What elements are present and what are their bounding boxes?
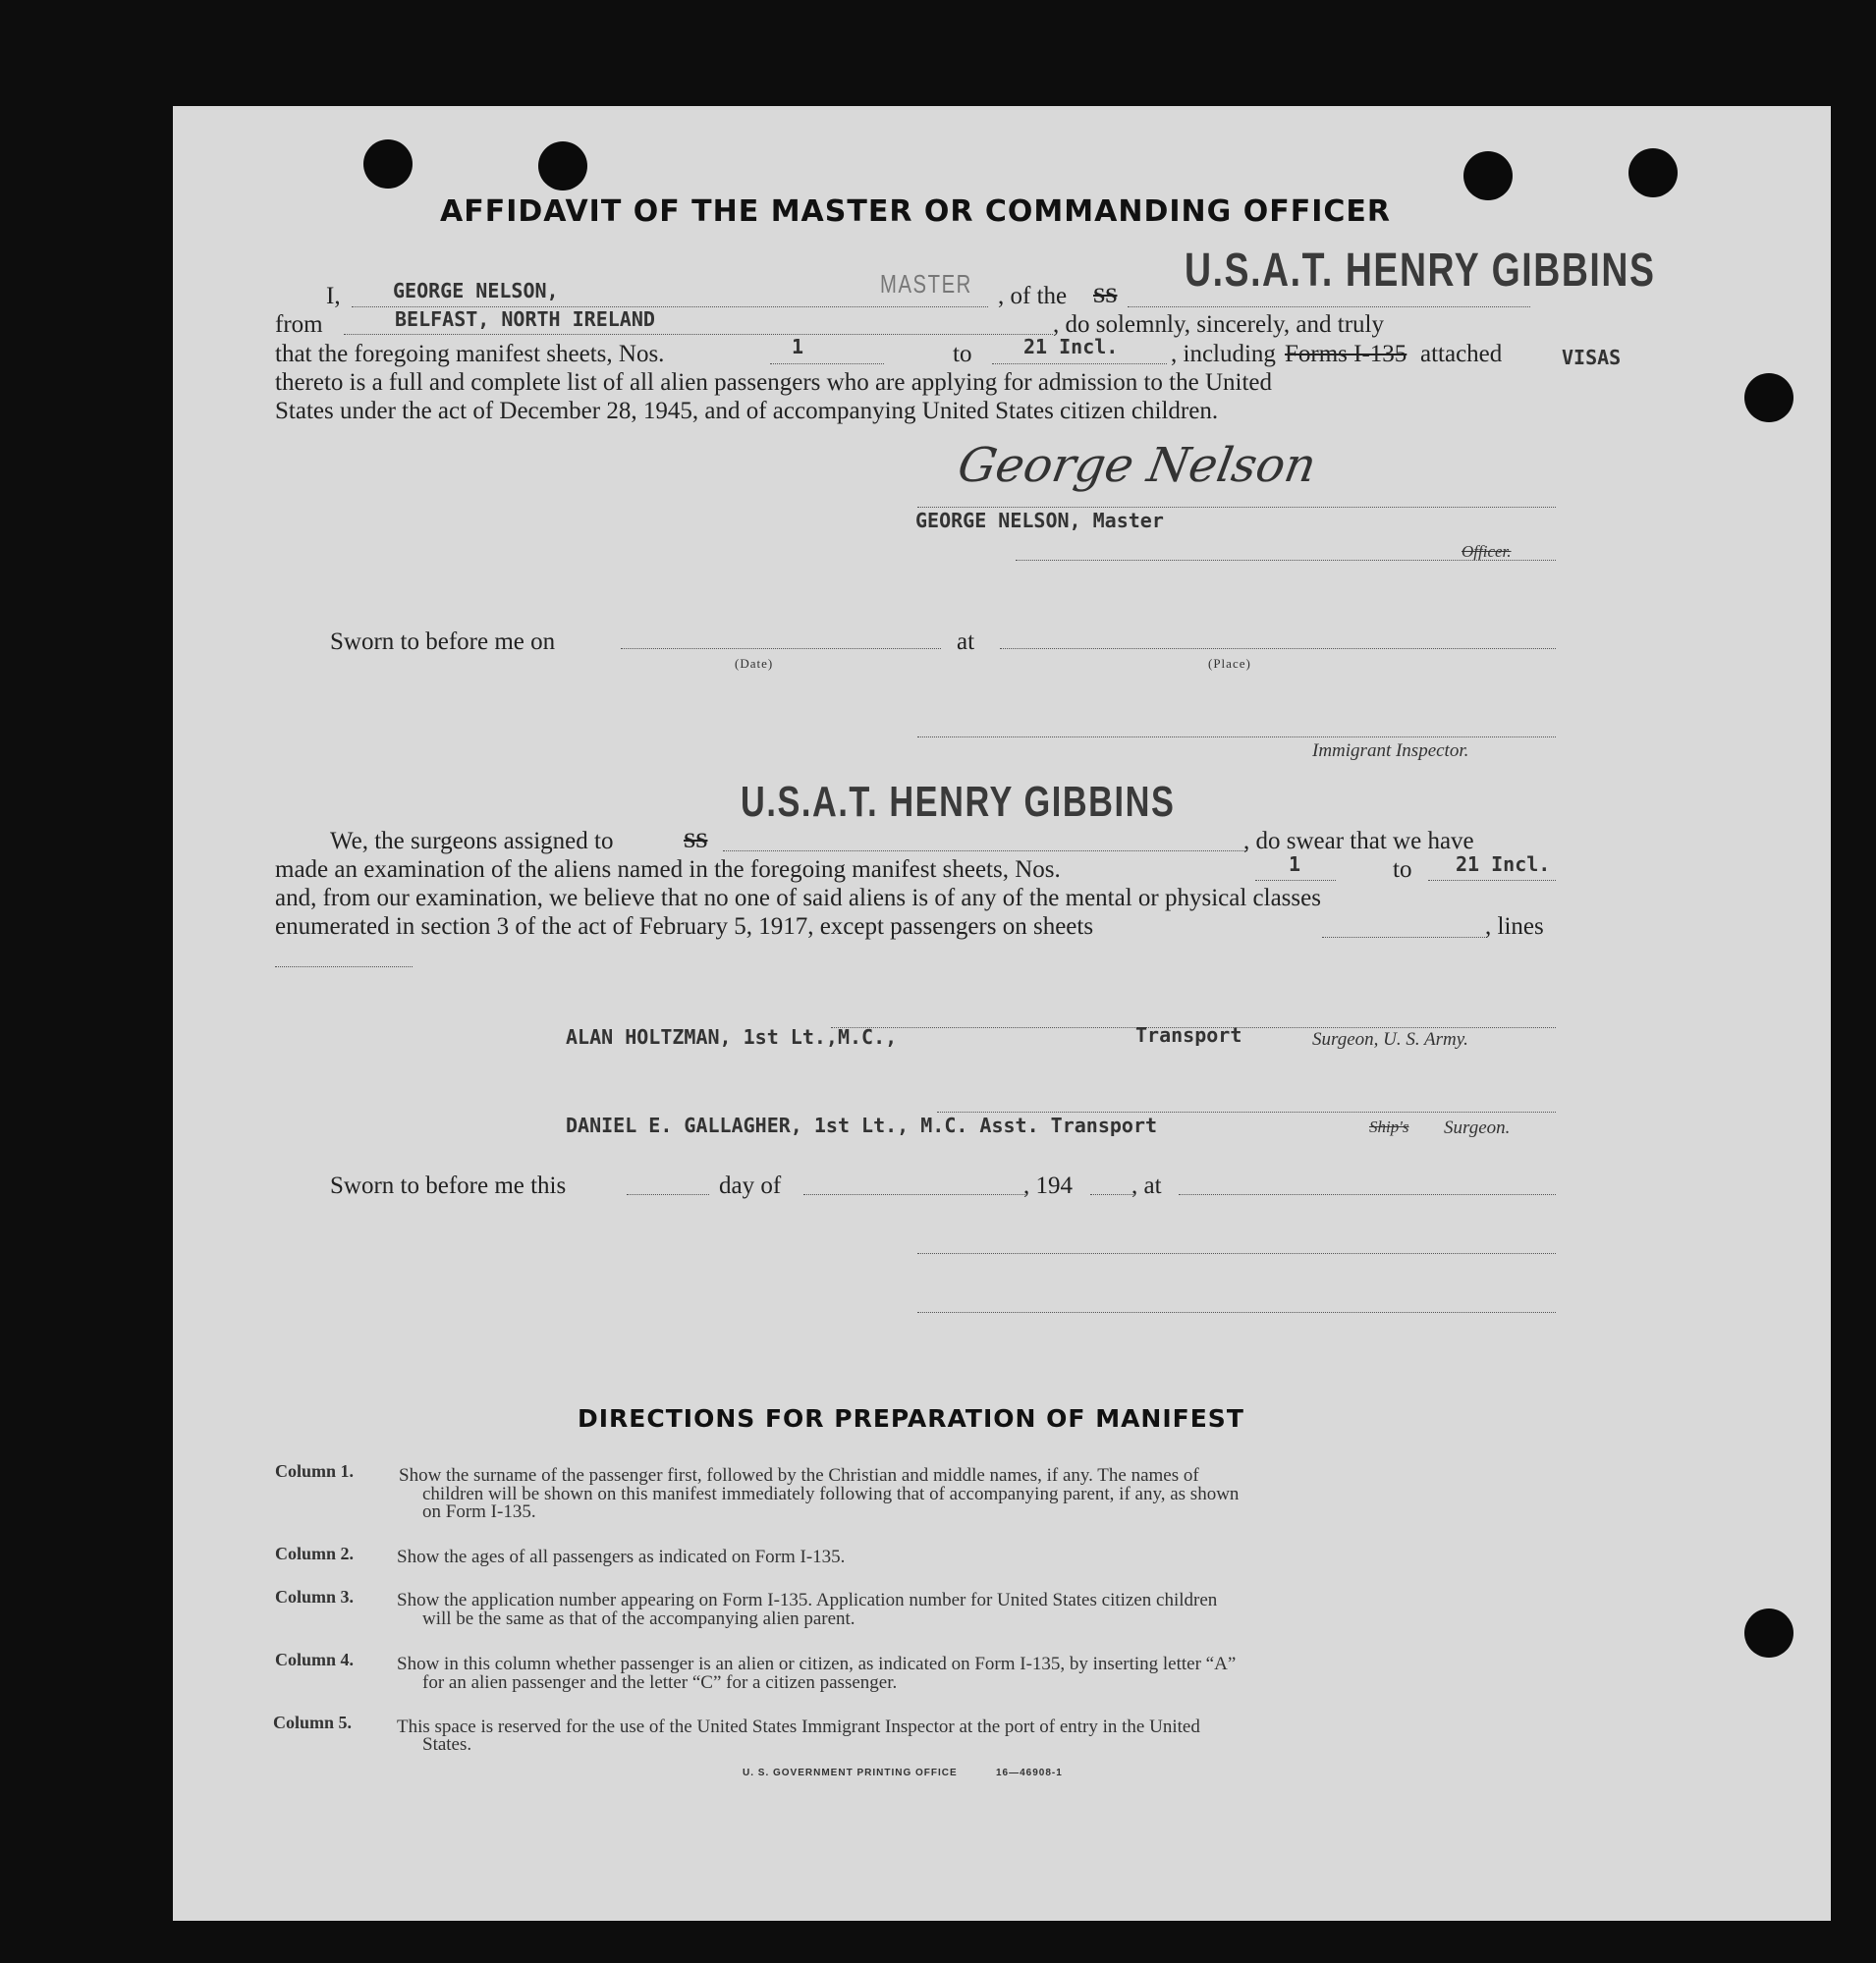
affidavit-page [173, 106, 1831, 1921]
month-field-line [803, 1194, 1025, 1195]
surgeon2-title: Surgeon. [1444, 1118, 1511, 1138]
foregoing-text: that the foregoing manifest sheets, Nos. [275, 341, 665, 367]
signature-line [917, 1312, 1556, 1313]
place-field-line [1000, 648, 1556, 649]
i-label: I, [326, 283, 341, 309]
direction-text: Show the ages of all passengers as indicated on Form I-135. [397, 1547, 846, 1567]
direction-text: Show the surname of the passenger first, followed by the Christian and middle names, if any. The names of [399, 1465, 1199, 1486]
signed-name: GEORGE NELSON, Master [915, 509, 1164, 532]
surgeons-sheet-from: 1 [1289, 852, 1301, 876]
column-label: Column 5. [273, 1713, 353, 1732]
struck-ss-2: SS [684, 828, 708, 852]
from-place: BELFAST, NORTH IRELAND [395, 307, 655, 331]
from-label: from [275, 311, 323, 338]
punch-hole [1628, 148, 1678, 197]
place-field-line [1179, 1194, 1556, 1195]
surgeons-line: and, from our examination, we believe that no one of said aliens is of any of the mental or physical classes [275, 885, 1321, 911]
fill-line [723, 850, 1247, 851]
form-code: 16—46908-1 [996, 1768, 1063, 1778]
printer-imprint: U. S. GOVERNMENT PRINTING OFFICE [743, 1768, 958, 1778]
day-field-line [627, 1194, 709, 1195]
column-label: Column 2. [275, 1544, 355, 1563]
punch-hole [1744, 373, 1793, 422]
sheet-to: 21 Incl. [1023, 335, 1119, 358]
attached-label: attached [1420, 341, 1503, 367]
of-the-label: , of the [998, 283, 1068, 309]
place-caption: (Place) [1208, 656, 1251, 671]
fill-line [992, 363, 1167, 364]
ship-stamp-2: U.S.A.T. HENRY GIBBINS [741, 778, 1176, 826]
affidavit-line: States under the act of December 28, 1945, and of accompanying United States citizen children. [275, 398, 1219, 424]
punch-hole [538, 141, 587, 191]
direction-text: States. [422, 1734, 472, 1755]
sheets-field-line [1322, 937, 1487, 938]
direction-text: Show the application number appearing on Form I-135. Application number for United States citizen children [397, 1590, 1218, 1610]
column-label: Column 3. [275, 1587, 355, 1607]
to-label-2: to [1393, 856, 1412, 883]
lines-label: , lines [1485, 913, 1544, 940]
direction-text: on Form I-135. [422, 1501, 536, 1522]
surgeons-line: made an examination of the aliens named in the foregoing manifest sheets, Nos. [275, 856, 1061, 883]
surgeon1-name: ALAN HOLTZMAN, 1st Lt.,M.C., [566, 1025, 898, 1049]
punch-hole [1463, 151, 1513, 200]
punch-hole [1744, 1609, 1793, 1658]
do-solemnly: , do solemnly, sincerely, and truly [1053, 311, 1384, 338]
surgeons-sheet-to: 21 Incl. [1456, 852, 1551, 876]
date-field-line [621, 648, 941, 649]
fill-line [1428, 880, 1556, 881]
rank-stamp: MASTER [880, 269, 972, 299]
fill-line [1255, 880, 1336, 881]
to-label: to [953, 341, 972, 367]
direction-text: Show in this column whether passenger is an alien or citizen, as indicated on Form I-135, by inserting letter “A” [397, 1654, 1237, 1674]
sworn-text: Sworn to before me on [330, 628, 556, 655]
inspector-line [917, 736, 1556, 737]
sheet-from: 1 [792, 335, 804, 358]
column-label: Column 4. [275, 1650, 355, 1669]
direction-text: children will be shown on this manifest immediately following that of accompanying parent, if any, as shown [422, 1484, 1240, 1504]
sworn2-text: Sworn to before me this [330, 1172, 567, 1199]
ship-stamp: U.S.A.T. HENRY GIBBINS [1185, 245, 1656, 297]
at-label-2: , at [1131, 1172, 1162, 1199]
inspector-caption: Immigrant Inspector. [1312, 740, 1469, 761]
including-label: , including [1171, 341, 1276, 367]
signature-line [917, 507, 1556, 508]
do-swear: , do swear that we have [1243, 828, 1474, 854]
master-signature: George Nelson [954, 438, 1321, 493]
surgeon2-name: DANIEL E. GALLAGHER, 1st Lt., M.C. Asst. Transport [566, 1114, 1158, 1137]
affidavit-line: thereto is a full and complete list of all alien passengers who are applying for admission to the United [275, 369, 1273, 396]
surgeon1-title: Surgeon, U. S. Army. [1312, 1029, 1468, 1050]
day-of-label: day of [719, 1172, 782, 1199]
direction-text: for an alien passenger and the letter “C” for a citizen passenger. [422, 1672, 898, 1693]
lines-field-line [275, 966, 413, 967]
surgeons-line: enumerated in section 3 of the act of February 5, 1917, except passengers on sheets [275, 913, 1094, 940]
surgeon-signature-line [937, 1112, 1556, 1113]
direction-text: will be the same as that of the accompanying alien parent. [422, 1609, 855, 1629]
direction-text: This space is reserved for the use of the United States Immigrant Inspector at the port of entry in the United [397, 1717, 1200, 1737]
fill-line [770, 363, 884, 364]
surgeon2-struck: Ship's [1369, 1118, 1409, 1136]
surgeons-intro: We, the surgeons assigned to [330, 828, 614, 854]
struck-ss: SS [1093, 283, 1118, 307]
surgeon1-role: Transport [1135, 1023, 1242, 1047]
fill-line [1128, 306, 1530, 307]
punch-hole [363, 139, 413, 189]
officer-struck: Officer. [1462, 542, 1512, 561]
forms-struck: Forms I-135 [1285, 341, 1407, 367]
fill-line [344, 334, 1053, 335]
affidavit-title: AFFIDAVIT OF THE MASTER OR COMMANDING OFFICER [440, 194, 1391, 229]
master-name: GEORGE NELSON, [393, 279, 559, 302]
year-field-line [1090, 1194, 1133, 1195]
directions-title: DIRECTIONS FOR PREPARATION OF MANIFEST [578, 1404, 1244, 1433]
at-label: at [957, 628, 975, 655]
column-label: Column 1. [275, 1461, 355, 1481]
signature-line [917, 1253, 1556, 1254]
visas-insert: VISAS [1562, 346, 1622, 369]
year-label: , 194 [1023, 1172, 1073, 1199]
date-caption: (Date) [735, 656, 774, 671]
